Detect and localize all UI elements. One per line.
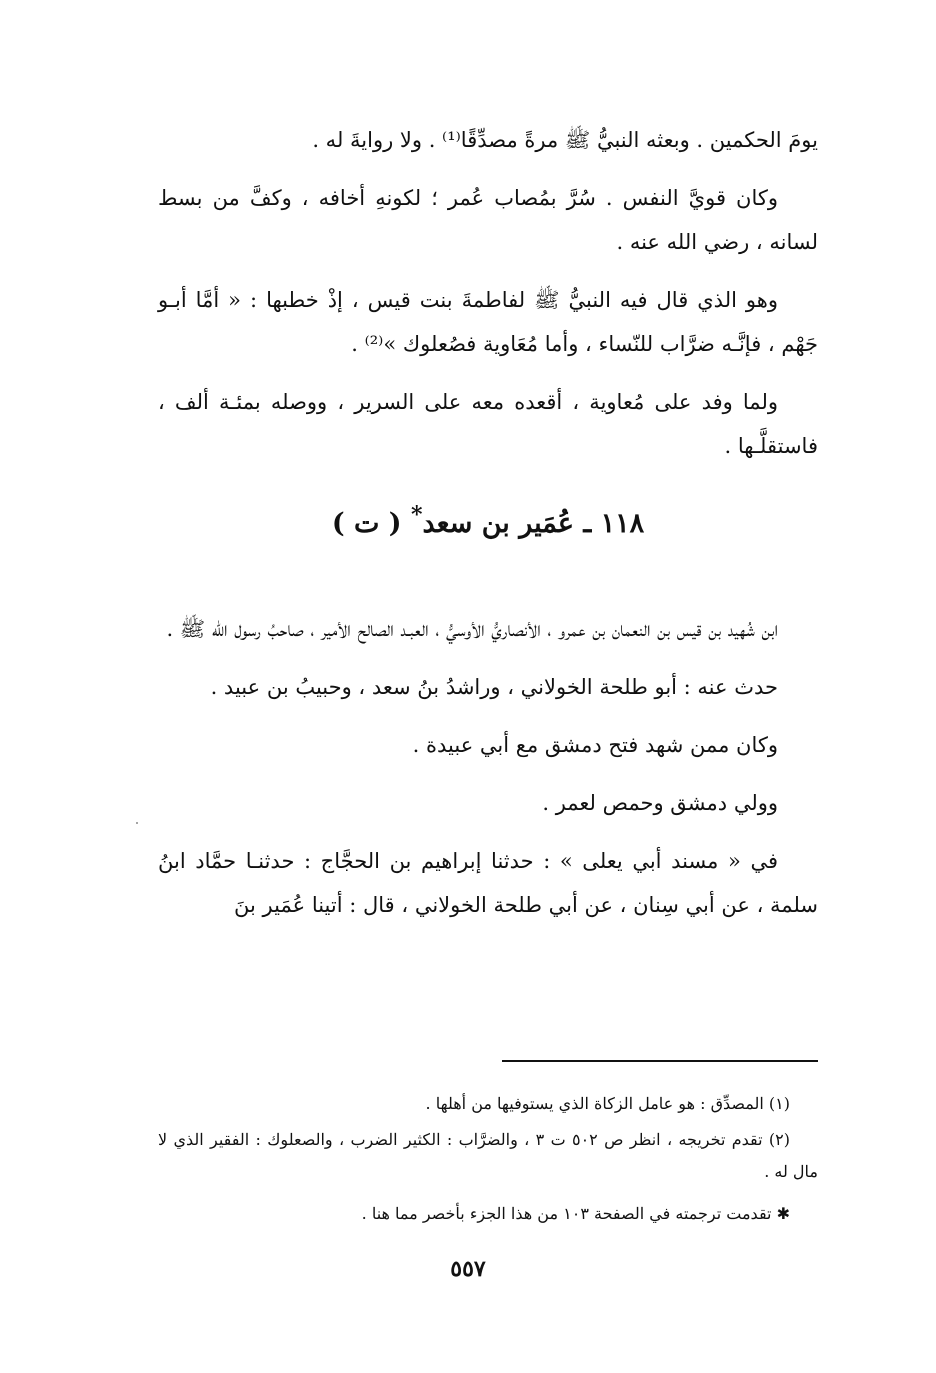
paragraph-2: وكان قويَّ النفس . سُرَّ بمُصاب عُمر ؛ لكونهِ أخافه ، وكفَّ من بسط لسانه ، رضي الله عنه . — [158, 186, 818, 254]
paragraph-3: وهو الذي قال فيه النبيُّ ﷺ لفاطمةَ بنت قيس ، إذْ خطبها : « أمَّا أبـو جَهْم ، فإنَّـه ضرَّاب للنّساء ، وأما مُعَاوية فصُعلوك »⁽²⁾ . — [158, 288, 818, 356]
page-number: ٥٥٧ — [450, 1256, 486, 1282]
main-text — [158, 118, 818, 941]
paragraph-9: في « مسند أبي يعلى » : حدثنا إبراهيم بن الحجَّاج : حدثنـا حمَّاد ابنُ سلمة ، عن أبي سِنان ، عن أبي طلحة الخولاني ، قال : أتينا عُمَير بنَ — [158, 849, 818, 917]
paragraph-1: يومَ الحكمين . وبعثه النبيُّ ﷺ مرةً مصدِّقًا⁽¹⁾ . ولا روايةَ له . — [312, 128, 818, 152]
footnote-divider — [502, 1060, 818, 1062]
footnote-1: (١) المصدِّق : هو عامل الزكاة الذي يستوفيها من أهلها . — [425, 1094, 790, 1113]
footnote-2: (٢) تقدم تخريجه ، انظر ص ٥٠٢ ت ٣ ، والضرَّاب : الكثير الضرب ، والصعلوك : الفقير الذي لا مال له . — [158, 1130, 818, 1181]
paragraph-5: ابن شُهيد بن قيس بن النعمان بن عمرو ، الأنصاريُّ الأوسيُّ ، العبـد الصالح الأمير ، صاحبُ رسول الله ﷺ . — [166, 617, 778, 641]
scan-speck — [136, 822, 138, 824]
footnote-star: ✱ تقدمت ترجمته في الصفحة ١٠٣ من هذا الجزء بأخصر مما هنا . — [361, 1204, 790, 1223]
footnotes — [158, 1088, 818, 1234]
paragraph-7: وكان ممن شهد فتح دمشق مع أبي عبيدة . — [412, 733, 778, 757]
heading-title: ١١٨ ـ عُمَير بن سعد — [422, 508, 645, 539]
heading-suffix: ( ت ) — [331, 508, 411, 539]
paragraph-6: حدث عنه : أبو طلحة الخولاني ، وراشدُ بنُ سعد ، وحبيبُ بن عبيد . — [210, 675, 778, 699]
paragraph-8: وولي دمشق وحمص لعمر . — [542, 791, 778, 815]
paragraph-4: ولما وفد على مُعاوية ، أقعده معه على السرير ، ووصله بمئـة ألف ، فاستقلَّـها . — [158, 390, 818, 458]
biography-heading — [158, 490, 818, 549]
heading-star: * — [410, 502, 423, 528]
